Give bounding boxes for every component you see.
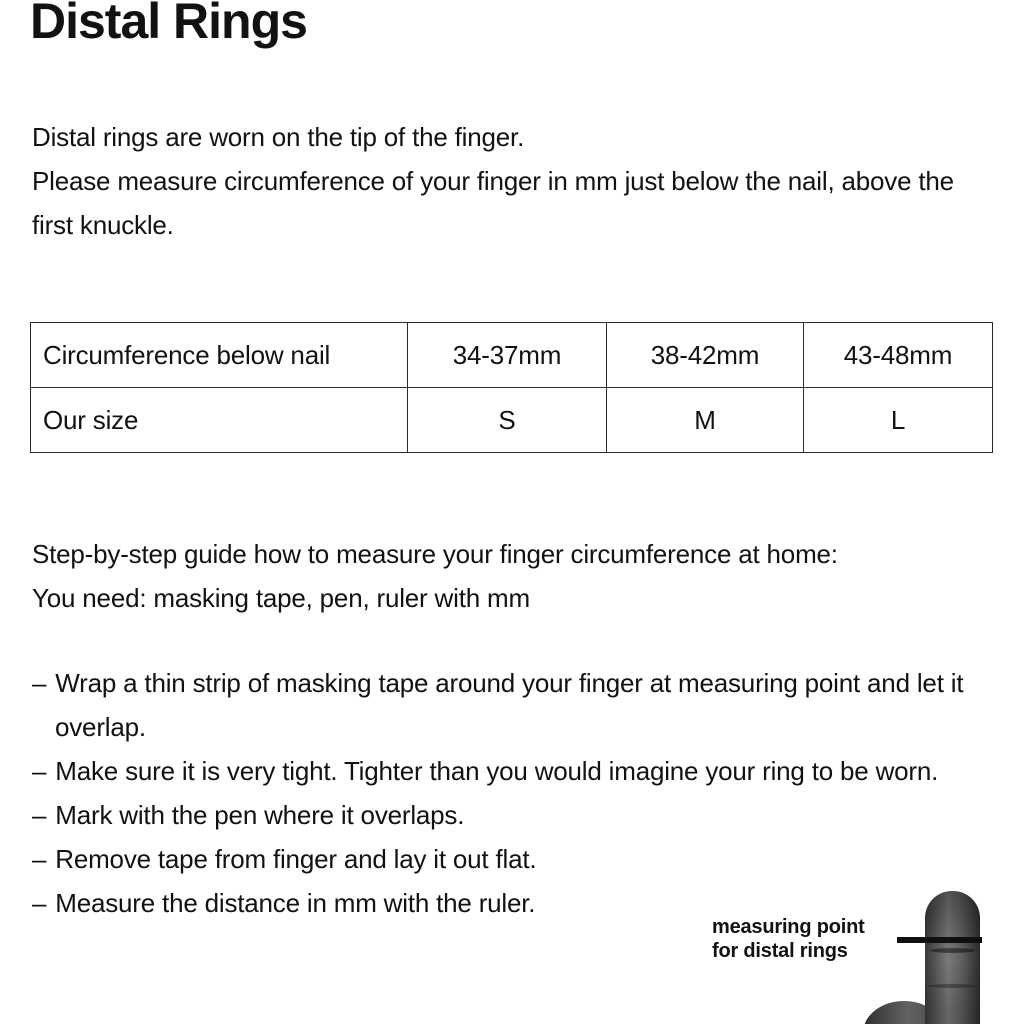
step-text: Wrap a thin strip of masking tape around your finger at measuring point and let it overlap. (55, 668, 964, 742)
size-label-large: L (804, 388, 993, 453)
circumference-range-small: 34-37mm (408, 323, 607, 388)
step-item-mark-overlap (32, 793, 990, 837)
step-text: Remove tape from finger and lay it out flat. (55, 844, 537, 874)
row-header-circumference: Circumference below nail (31, 323, 408, 388)
circumference-range-medium: 38-42mm (607, 323, 804, 388)
figure-caption (712, 915, 865, 963)
measuring-point-line (897, 937, 982, 943)
table-row-our-size (31, 388, 993, 453)
step-text: Mark with the pen where it overlaps. (55, 800, 465, 830)
steps-list (32, 661, 990, 925)
intro-line-1: Distal rings are worn on the tip of the finger. (32, 122, 525, 152)
step-item-remove-tape (32, 837, 990, 881)
bullet-dash: – (32, 800, 47, 830)
bullet-dash: – (32, 844, 47, 874)
size-table (30, 322, 993, 453)
bullet-dash: – (32, 668, 47, 698)
row-header-our-size: Our size (31, 388, 408, 453)
intro-line-2: Please measure circumference of your finger in mm just below the nail, above the first knuckle. (32, 166, 954, 240)
guide-materials: You need: masking tape, pen, ruler with mm (32, 583, 530, 613)
size-label-medium: M (607, 388, 804, 453)
caption-line-2: for distal rings (712, 940, 848, 962)
circumference-range-large: 43-48mm (804, 323, 993, 388)
bullet-dash: – (32, 888, 47, 918)
step-item-wrap-tape (32, 661, 990, 749)
size-label-small: S (408, 388, 607, 453)
page-title: Distal Rings (30, 0, 307, 49)
caption-line-1: measuring point (712, 916, 865, 938)
guide-heading-block (32, 532, 1002, 620)
step-text: Make sure it is very tight. Tighter than you would imagine your ring to be worn. (55, 756, 939, 786)
guide-heading: Step-by-step guide how to measure your finger circumference at home: (32, 539, 838, 569)
intro-paragraph (32, 115, 972, 247)
step-item-tightness (32, 749, 990, 793)
table-row-circumference (31, 323, 993, 388)
finger-photo-illustration (925, 891, 980, 1024)
step-text: Measure the distance in mm with the ruler. (55, 888, 536, 918)
bullet-dash: – (32, 756, 47, 786)
